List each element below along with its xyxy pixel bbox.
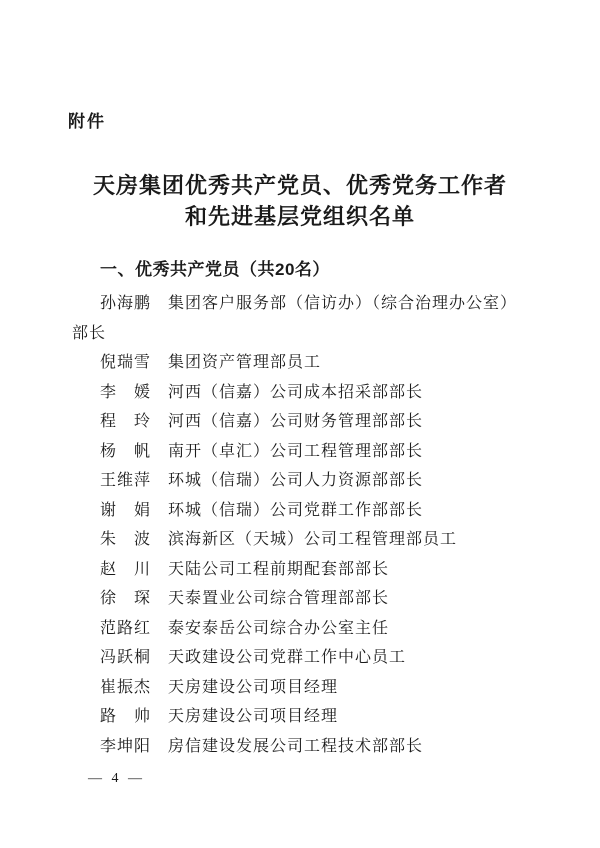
list-item: [72, 614, 528, 644]
list-item: [72, 525, 528, 555]
list-item: [72, 732, 528, 762]
list-item: [72, 289, 528, 348]
member-role: 环城（信瑞）公司党群工作部部长: [168, 501, 424, 519]
list-item: [72, 348, 528, 378]
member-name: 崔振杰: [100, 678, 152, 696]
document-title: [72, 170, 528, 232]
attachment-label: 附件: [68, 112, 106, 131]
member-role: 天泰置业公司综合管理部部长: [168, 590, 390, 607]
member-name: 李坤阳: [100, 737, 152, 755]
member-name: 杨 帆: [100, 442, 152, 460]
member-role: 天政建设公司党群工作中心员工: [168, 649, 407, 666]
member-name: 赵 川: [100, 560, 152, 578]
member-name: 路 帅: [100, 708, 152, 725]
list-item: [72, 437, 528, 467]
member-role: 天房建设公司项目经理: [168, 708, 339, 725]
member-role: 集团客户服务部（信访办）（综合治理办公室）部长: [72, 295, 518, 342]
member-role: 滨海新区（天城）公司工程管理部员工: [168, 531, 458, 548]
member-name: 谢 娟: [100, 501, 152, 519]
member-role: 天房建设公司项目经理: [168, 678, 339, 696]
list-item: [72, 407, 528, 437]
member-role: 泰安泰岳公司综合办公室主任: [168, 619, 390, 637]
member-role: 房信建设发展公司工程技术部部长: [168, 737, 424, 755]
member-name: 范路红: [100, 619, 152, 637]
member-name: 王维萍: [100, 472, 152, 489]
list-item: [72, 643, 528, 673]
member-role: 河西（信嘉）公司成本招采部部长: [168, 383, 424, 401]
member-name: 程 玲: [100, 413, 152, 430]
member-name: 李 媛: [100, 383, 152, 401]
member-name: 倪瑞雪: [100, 354, 152, 371]
list-item: [72, 555, 528, 585]
document-title-line1: 天房集团优秀共产党员、优秀党务工作者: [92, 173, 507, 198]
member-role: 环城（信瑞）公司人力资源部部长: [168, 472, 424, 489]
member-name: 孙海鹏: [100, 295, 152, 312]
member-name: 徐 琛: [100, 590, 152, 607]
member-role: 集团资产管理部员工: [168, 354, 322, 371]
member-role: 河西（信嘉）公司财务管理部部长: [168, 413, 424, 430]
member-list: [72, 289, 528, 761]
list-item: [72, 378, 528, 408]
list-item: [72, 584, 528, 614]
list-item: [72, 466, 528, 496]
page-number: — 4 —: [88, 771, 145, 786]
list-item: [72, 702, 528, 732]
member-name: 冯跃桐: [100, 649, 152, 666]
list-item: [72, 496, 528, 526]
member-role: 南开（卓汇）公司工程管理部部长: [168, 442, 424, 460]
document-title-line2: 和先进基层党组织名单: [184, 204, 415, 229]
member-name: 朱 波: [100, 531, 152, 548]
member-role: 天陆公司工程前期配套部部长: [168, 560, 390, 578]
list-item: [72, 673, 528, 703]
section-heading: 一、优秀共产党员（共20名）: [100, 260, 330, 279]
